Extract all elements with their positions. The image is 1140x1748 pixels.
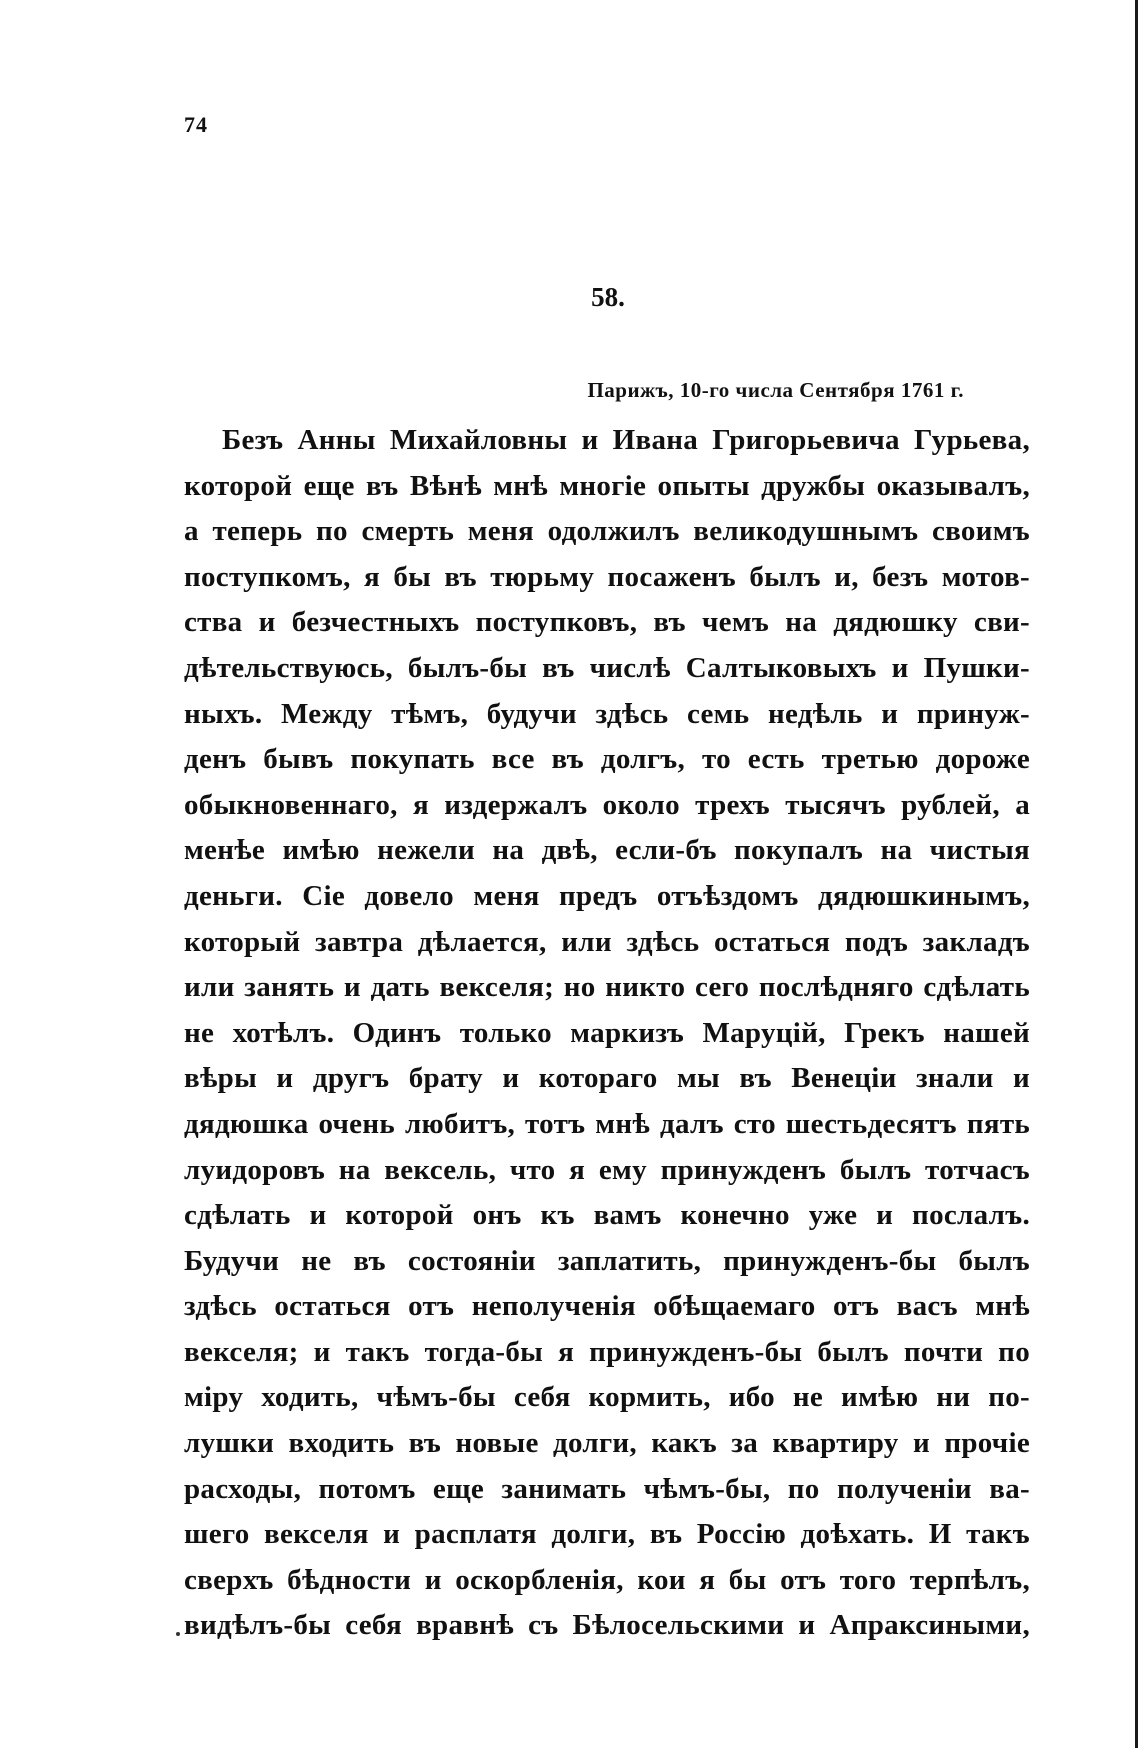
body-line: деньги. Сіе довело меня предъ отъѣздомъ дядюшкинымъ, (184, 879, 1030, 912)
letter-number (0, 282, 1140, 313)
body-line: или занять и дать векселя; но никто сего послѣдняго сдѣлать (184, 971, 1030, 1004)
body-line: а теперь по смерть меня одолжилъ великодушнымъ своимъ (184, 515, 1030, 548)
body-line: менѣе имѣю нежели на двѣ, если-бъ покупалъ на чистыя (184, 834, 1030, 867)
body-line: Будучи не въ состояніи заплатить, принужденъ-бы былъ (184, 1244, 1030, 1277)
body-line: который завтра дѣлается, или здѣсь остаться подъ закладъ (184, 925, 1030, 958)
body-line: векселя; и такъ тогда-бы я принужденъ-бы былъ почти по (184, 1335, 1030, 1368)
body-line: міру ходить, чѣмъ-бы себя кормить, ибо не имѣю ни по- (184, 1381, 1030, 1414)
body-line: луидоровъ на вексель, что я ему принужденъ былъ тотчасъ (184, 1153, 1030, 1186)
body-line: ныхъ. Между тѣмъ, будучи здѣсь семь недѣль и принуж- (184, 697, 1030, 730)
body-line: вѣры и другъ брату и котораго мы въ Венеціи знали и (184, 1062, 1030, 1095)
body-line: поступкомъ, я бы въ тюрьму посаженъ былъ и, безъ мотов- (184, 560, 1030, 593)
body-line: лушки входить въ новые долги, какъ за квартиру и прочіе (184, 1427, 1030, 1460)
body-line: Безъ Анны Михайловны и Ивана Григорьевича Гурьева, (222, 424, 1030, 456)
body-line: которой еще въ Вѣнѣ мнѣ многіе опыты дружбы оказывалъ, (184, 469, 1030, 502)
dateline: Парижъ, 10-го числа Сентября 1761 г. (587, 378, 964, 402)
body-line: шего векселя и расплатя долги, въ Россію доѣхать. И такъ (184, 1518, 1030, 1551)
letter-body (184, 418, 1030, 1649)
body-line: сверхъ бѣдности и оскорбленія, кои я бы отъ того терпѣлъ, (184, 1563, 1030, 1596)
body-line: расходы, потомъ еще занимать чѣмъ-бы, по полученіи ва- (184, 1472, 1030, 1505)
body-line: ства и безчестныхъ поступковъ, въ чемъ на дядюшку сви- (184, 606, 1030, 639)
body-line: денъ бывъ покупать все въ долгъ, то есть третью дороже (184, 743, 1030, 776)
body-line: дѣтельствуюсь, былъ-бы въ числѣ Салтыковыхъ и Пушки- (184, 651, 1030, 684)
body-line: сдѣлать и которой онъ къ вамъ конечно уже и послалъ. (184, 1199, 1030, 1232)
letter-number-text: 58. (591, 282, 625, 312)
body-line: здѣсь остаться отъ неполученія обѣщаемаго отъ васъ мнѣ (184, 1290, 1030, 1323)
body-line: обыкновеннаго, я издержалъ около трехъ тысячъ рублей, а (184, 788, 1030, 821)
scan-speck (176, 1632, 180, 1636)
page-number: 74 (184, 112, 208, 137)
body-line: не хотѣлъ. Одинъ только маркизъ Маруцій, Грекъ нашей (184, 1016, 1030, 1049)
body-line: видѣлъ-бы себя вравнѣ съ Бѣлосельскими и Апраксиными, (184, 1609, 1030, 1642)
body-line: дядюшка очень любитъ, тотъ мнѣ далъ сто шестьдесятъ пять (184, 1107, 1030, 1140)
scan-edge-rule (1135, 0, 1138, 1748)
